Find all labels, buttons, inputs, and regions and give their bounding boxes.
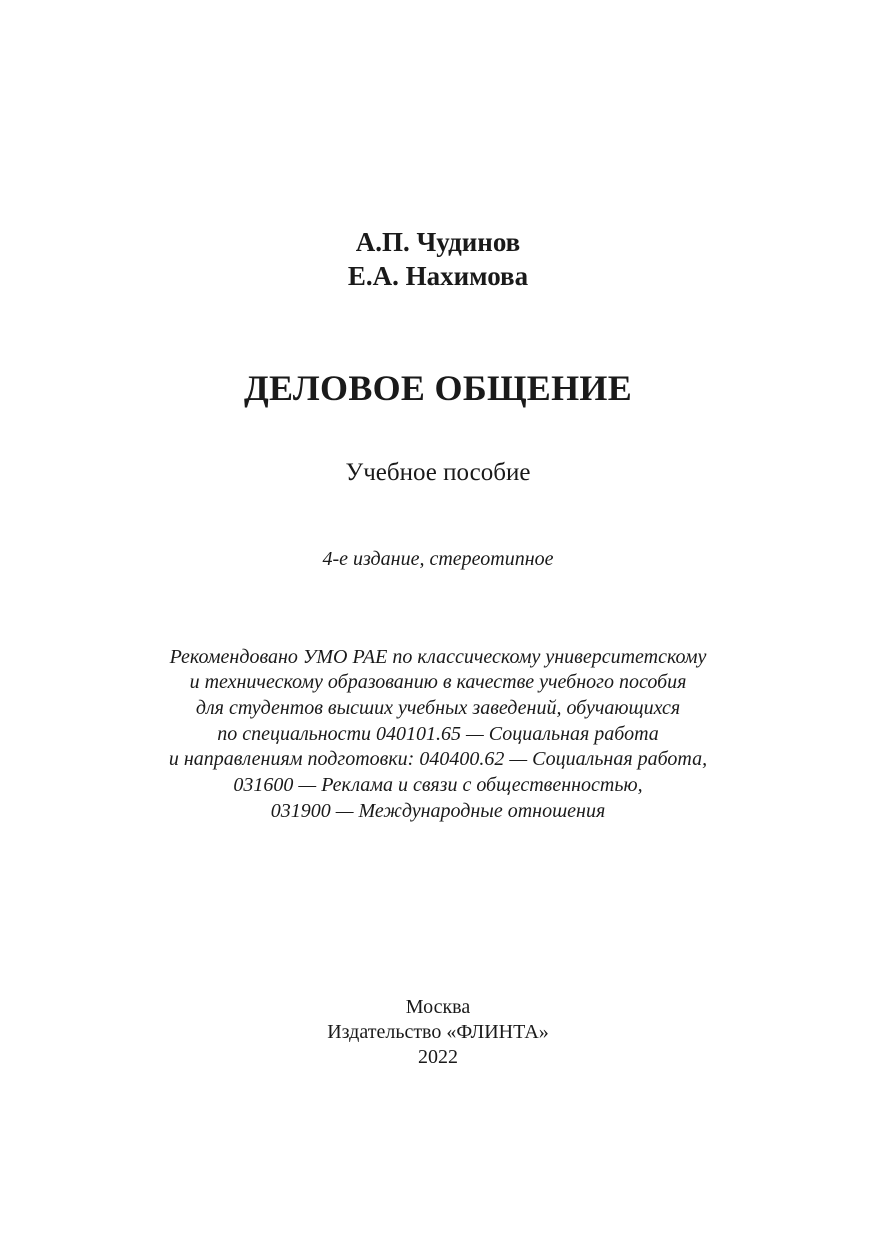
recommendation-line: для студентов высших учебных заведений, обучающихся xyxy=(195,697,681,719)
recommendation-line: по специальности 040101.65 — Социальная работа xyxy=(217,723,659,745)
recommendation-line: и техническому образованию в качестве учебного пособия xyxy=(189,671,687,693)
imprint-publisher: Издательство «ФЛИНТА» xyxy=(327,1021,549,1043)
edition-note: 4-е издание, стереотипное xyxy=(322,548,554,570)
recommendation-line: 031900 — Международные отношения xyxy=(270,800,606,822)
imprint-city: Москва xyxy=(405,996,471,1018)
author-2: Е.А. Нахимова xyxy=(347,261,529,291)
recommendation-line: 031600 — Реклама и связи с общественностью, xyxy=(233,774,643,796)
recommendation-line: Рекомендовано УМО РАЕ по классическому университетскому xyxy=(169,646,707,668)
book-subtitle: Учебное пособие xyxy=(345,459,531,486)
book-title: ДЕЛОВОЕ ОБЩЕНИЕ xyxy=(243,368,633,408)
author-1: А.П. Чудинов xyxy=(355,227,521,257)
recommendation-line: и направлениям подготовки: 040400.62 — Социальная работа, xyxy=(168,748,708,770)
imprint-year: 2022 xyxy=(418,1046,458,1068)
